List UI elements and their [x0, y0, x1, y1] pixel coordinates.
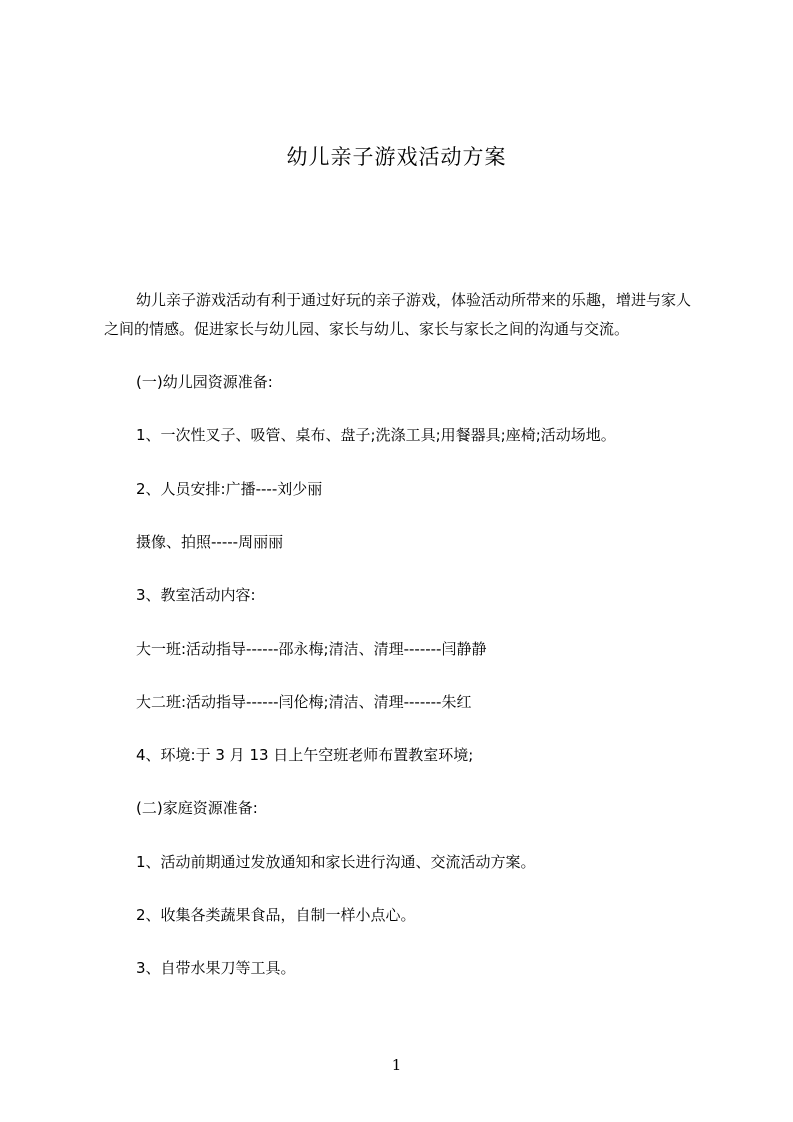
list-item: 大二班:活动指导------闫伦梅;清洁、清理-------朱红 — [136, 693, 472, 711]
list-item: 2、收集各类蔬果食品，自制一样小点心。 — [136, 906, 416, 924]
list-item: 3、自带水果刀等工具。 — [136, 959, 296, 977]
list-item: 1、活动前期通过发放通知和家长进行沟通、交流活动方案。 — [136, 853, 536, 871]
document-title: 幼儿亲子游戏活动方案 — [286, 145, 507, 169]
section-heading-family-resources: (二)家庭资源准备: — [136, 799, 258, 817]
section-heading-kindergarten-resources: (一)幼儿园资源准备: — [136, 373, 273, 391]
list-item: 摄像、拍照-----周丽丽 — [136, 533, 284, 551]
list-item: 4、环境:于 3 月 13 日上午空班老师布置教室环境; — [136, 746, 474, 764]
intro-paragraph: 幼儿亲子游戏活动有利于通过好玩的亲子游戏，体验活动所带来的乐趣，增进与家人之间的情感。促进家长与幼儿园、家长与幼儿、家长与家长之间的沟通与交流。 — [104, 291, 692, 338]
page-number: 1 — [391, 1056, 402, 1074]
list-item: 1、一次性叉子、吸管、桌布、盘子;洗涤工具;用餐器具;座椅;活动场地。 — [136, 426, 616, 444]
list-item: 大一班:活动指导------邵永梅;清洁、清理-------闫静静 — [136, 640, 487, 658]
list-item: 3、教室活动内容: — [136, 586, 256, 604]
list-item: 2、人员安排:广播----刘少丽 — [136, 480, 323, 498]
